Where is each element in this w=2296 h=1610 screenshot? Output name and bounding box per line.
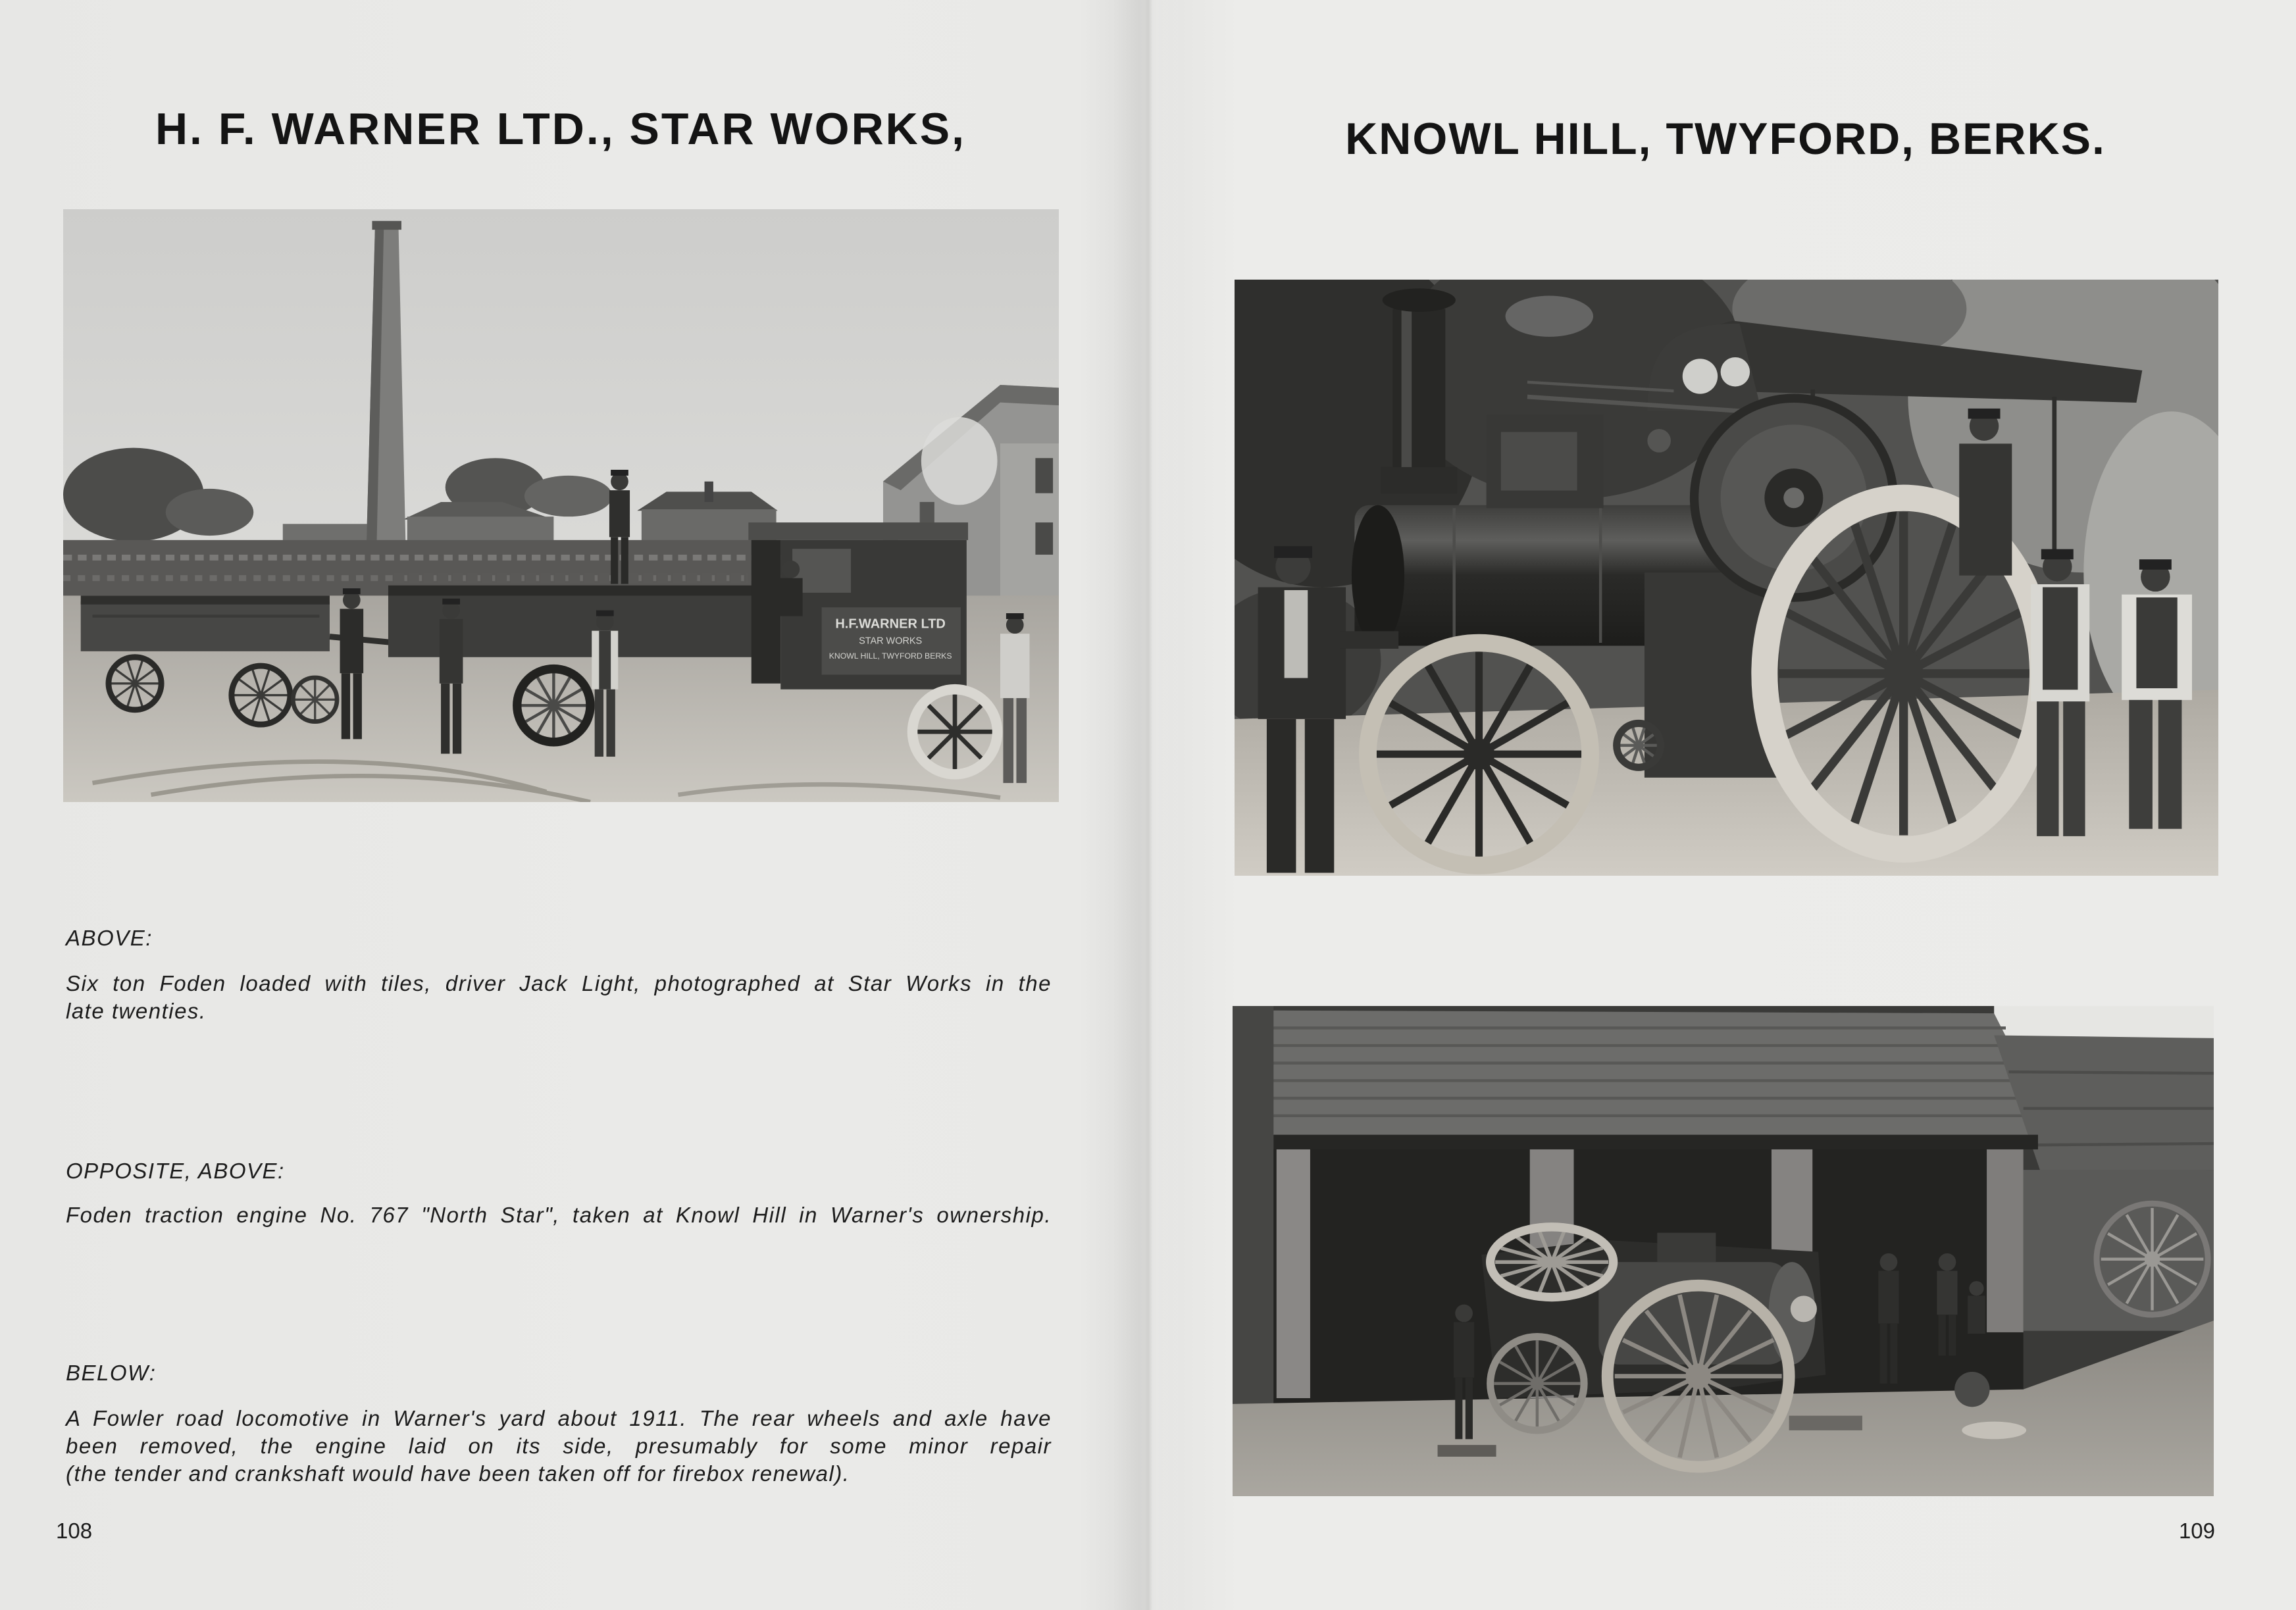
lorry-front-wheel [913,690,998,774]
front-steering-wheel [1367,643,1590,865]
wheel-hub [131,680,138,687]
lorry-lettering-address: KNOWL HILL, TWYFORD BERKS [829,651,952,661]
caption-opposite-above-line: Foden traction engine No. 767 "North Star", taken at Knowl Hill in Warner's ownership. [66,1203,1052,1227]
right-page-title: KNOWL HILL, TWYFORD, BERKS. [1345,114,2106,164]
caption-heading-below: BELOW: [66,1361,157,1385]
sky [1994,1006,2214,1038]
caption-heading-opposite-above: OPPOSITE, ABOVE: [66,1159,285,1183]
driver-in-cab [779,561,803,616]
wheel-hub [1884,649,1923,698]
trailer-wheel [293,678,337,722]
rear-wheel-removed [1491,1337,1584,1430]
caption-heading-above: ABOVE: [66,926,153,950]
wheel-hub [2145,1251,2160,1267]
wheel-hub [257,691,265,699]
wheel-hub [1635,742,1641,748]
caption-below-line: been removed, the engine laid on its side, presumably for some minor repair [66,1434,1052,1458]
wheel-hub [949,726,961,738]
caption-below-line: (the tender and crankshaft would have been taken off for firebox renewal). [66,1461,850,1486]
wheel-hub [1531,1377,1544,1390]
left-page-title: H. F. WARNER LTD., STAR WORKS, [155,104,967,154]
wheel-hub [1464,739,1494,770]
photo-fowler-locomotive-yard [1233,1006,2214,1496]
lorry-rear-wheel [517,669,590,742]
lorry-lettering-works: STAR WORKS [859,636,923,647]
photo-foden-traction-engine [1235,280,2218,876]
wheel-hub [549,700,559,711]
photo-fowler-locomotive-drawing [1233,1006,2214,1496]
caption-above-line: Six ton Foden loaded with tiles, driver Jack Light, photographed at Star Works in the [66,971,1052,995]
caption-above-line: late twenties. [66,999,207,1023]
photo-traction-engine-drawing [1235,280,2218,876]
chimney-smoke [1506,295,1593,336]
workman [1968,1281,1985,1334]
wheel-hub [1685,1363,1711,1389]
wheel-hub [312,697,318,703]
cart-wheel [2097,1203,2208,1315]
page-number-left: 108 [56,1519,93,1543]
caption-below-line: A Fowler road locomotive in Warner's yard about 1911. The rear wheels and axle have [66,1406,1052,1430]
lorry-lettering-name: H.F.WARNER LTD [835,616,946,632]
photo-foden-lorry-drawing [63,209,1059,802]
photo-foden-lorry-star-works [63,209,1059,802]
wheel-hub [1543,1257,1560,1267]
page-number-right: 109 [2178,1519,2215,1543]
book-spine-fold [1112,0,1185,1610]
